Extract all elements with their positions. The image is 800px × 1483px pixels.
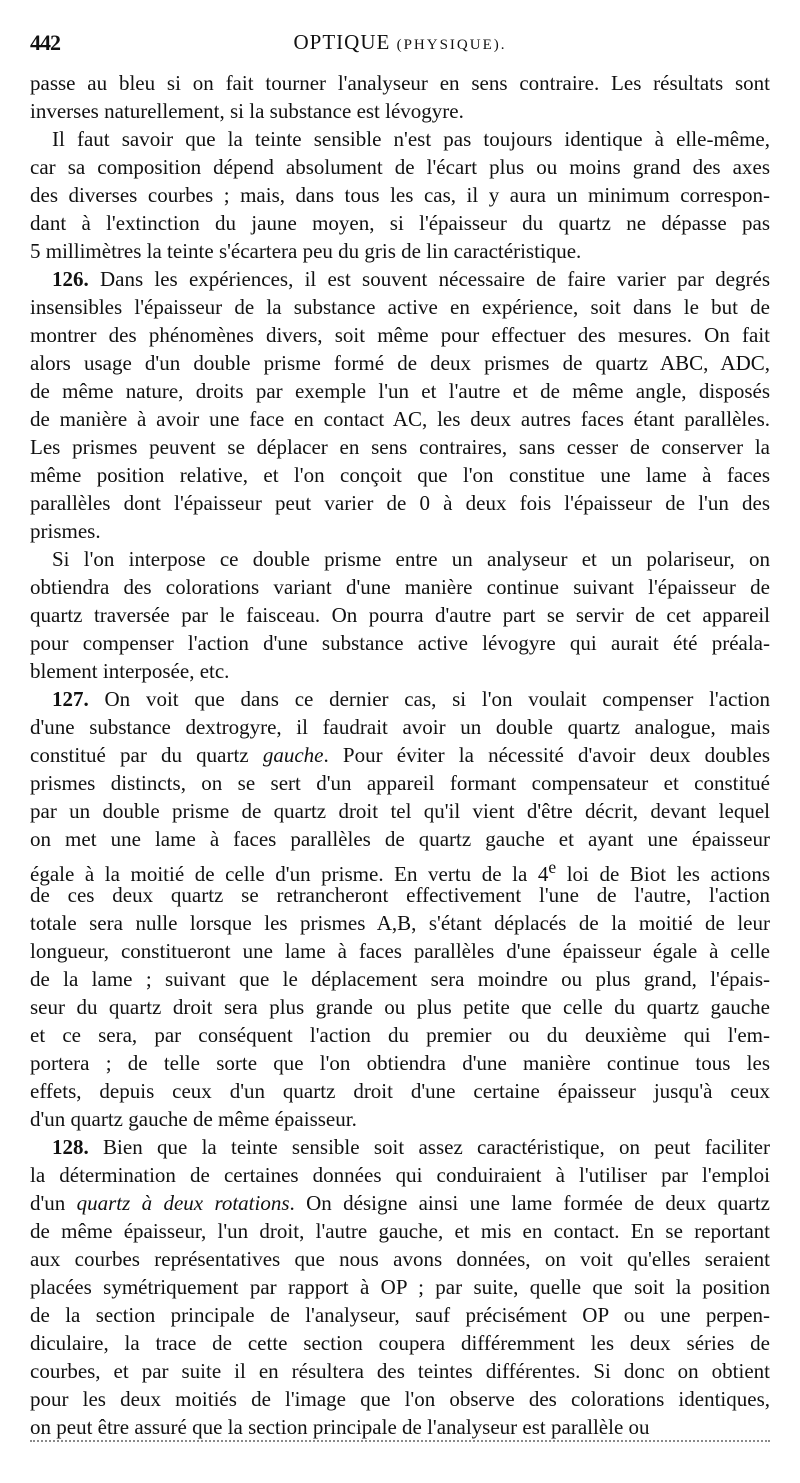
text-line: [30, 825, 770, 853]
line-text: de manière à avoir une face en contact AC, les deux autres faces étant parallèles.: [30, 407, 770, 431]
line-text-continued: . On désigne ainsi une lame formée de deux quartz: [289, 1191, 770, 1215]
text-line: [30, 1189, 770, 1217]
text-line: [30, 993, 770, 1021]
line-text: car sa composition dépend absolument de l'écart plus ou moins grand des axes: [30, 155, 770, 179]
line-text: Il faut savoir que la teinte sensible n'est pas toujours identique à elle-même,: [52, 127, 770, 151]
line-text: portera ; de telle sorte que l'on obtiendra d'une manière continue tous les: [30, 1051, 770, 1075]
page-header: [30, 30, 770, 60]
line-text: dant à l'extinction du jaune moyen, si l'épaisseur du quartz ne dépasse pas: [30, 211, 770, 235]
line-text: totale sera nulle lorsque les prismes A,B, s'étant déplacés de la moitié de leur: [30, 911, 770, 935]
line-text: aux courbes représentatives que nous avons données, on voit qu'elles seraient: [30, 1247, 770, 1271]
line-text: longueur, constitueront une lame à faces parallèles d'une épaisseur égale à celle: [30, 939, 770, 963]
text-line: [30, 1217, 770, 1245]
text-line: [30, 1357, 770, 1385]
text-line: [30, 741, 770, 769]
line-text: diculaire, la trace de cette section coupera différemment les deux séries de: [30, 1331, 770, 1355]
text-line: [30, 349, 770, 377]
line-text: la détermination de certaines données qui conduiraient à l'utiliser par l'emploi: [30, 1163, 770, 1187]
text-line: [30, 209, 770, 237]
line-text: seur du quartz droit sera plus grande ou plus petite que celle du quartz gauche: [30, 995, 770, 1019]
line-text: et ce sera, par conséquent l'action du premier ou du deuxième qui l'em-: [30, 1023, 770, 1047]
text-line: [30, 657, 770, 685]
line-text: des diverses courbes ; mais, dans tous les cas, il y aura un minimum correspon-: [30, 183, 770, 207]
line-text: on peut être assuré que la section principale de l'analyseur est parallèle ou: [30, 1415, 650, 1439]
section-number: 127.: [52, 687, 89, 711]
text-line: [30, 489, 770, 517]
text-line: [30, 1021, 770, 1049]
text-line: [30, 629, 770, 657]
line-text: inverses naturellement, si la substance est lévogyre.: [30, 99, 464, 123]
text-line: [30, 937, 770, 965]
line-text: courbes, et par suite il en résultera des teintes différentes. Si donc on obtient: [30, 1359, 770, 1383]
line-text: Si l'on interpose ce double prisme entre un analyseur et un polariseur, on: [52, 547, 770, 571]
text-line: [30, 881, 770, 909]
italic-term: quartz à deux rotations: [76, 1191, 290, 1215]
text-line: [30, 1077, 770, 1105]
line-text: montrer des phénomènes divers, soit même pour effectuer des mesures. On fait: [30, 323, 770, 347]
section-number: 128.: [52, 1135, 89, 1159]
text-line: [30, 321, 770, 349]
text-line: [30, 1245, 770, 1273]
text-line: [30, 377, 770, 405]
line-text-continued: loi de Biot les actions: [556, 862, 770, 886]
text-line: [30, 237, 770, 265]
text-line: [30, 797, 770, 825]
text-line: [30, 405, 770, 433]
text-line: [30, 517, 770, 545]
line-text: pour les deux moitiés de l'image que l'on observe des colorations identiques,: [30, 1387, 770, 1411]
text-line: [30, 69, 770, 97]
text-line: [30, 97, 770, 125]
line-text: Les prismes peuvent se déplacer en sens contraires, sans cesser de conserver la: [30, 435, 770, 459]
line-text-continued: . Pour éviter la nécessité d'avoir deux doubles: [323, 743, 770, 767]
text-line: [30, 769, 770, 797]
text-line: [30, 1385, 770, 1413]
italic-term: gauche: [262, 743, 324, 767]
running-title-sub: (PHYSIQUE).: [396, 37, 507, 53]
line-text: effets, depuis ceux d'un quartz droit d'une certaine épaisseur jusqu'à ceux: [30, 1079, 770, 1103]
ordinal-superscript: e: [548, 857, 557, 877]
line-text: 5 millimètres la teinte s'écartera peu du gris de lin caractéristique.: [30, 239, 582, 263]
text-line: [30, 601, 770, 629]
page-number: 442: [30, 30, 60, 55]
text-line: [30, 181, 770, 209]
line-text: prismes.: [30, 519, 101, 543]
paragraph-start-line: [30, 685, 770, 713]
line-text: on met une lame à faces parallèles de quartz gauche et ayant une épaisseur: [30, 827, 770, 851]
paragraph-start-line: [30, 1133, 770, 1161]
line-text: placées symétriquement par rapport à OP ; par suite, quelle que soit la position: [30, 1275, 770, 1299]
line-text: passe au bleu si on fait tourner l'analyseur en sens contraire. Les résultats sont: [30, 71, 770, 95]
line-text: obtiendra des colorations variant d'une manière continue suivant l'épaisseur de: [30, 575, 770, 599]
text-line: [30, 853, 770, 886]
line-text: de la section principale de l'analyseur, sauf précisément OP ou une perpen-: [30, 1303, 770, 1327]
text-line: [30, 965, 770, 993]
line-text: d'une substance dextrogyre, il faudrait avoir un double quartz analogue, mais: [30, 715, 770, 739]
text-line: [30, 1105, 770, 1133]
line-text: prismes distincts, on se sert d'un appareil formant compensateur et constitué: [30, 771, 770, 795]
body-text: [30, 69, 770, 1441]
text-line: [30, 1329, 770, 1357]
text-line: [30, 1049, 770, 1077]
line-text: même position relative, et l'on conçoit que l'on constitue une lame à faces: [30, 463, 770, 487]
footer-rule: [30, 1440, 770, 1442]
text-line: [30, 573, 770, 601]
text-line: [30, 713, 770, 741]
running-title: [30, 30, 770, 55]
text-line: [30, 1161, 770, 1189]
text-line: [30, 1301, 770, 1329]
text-line: [30, 293, 770, 321]
text-line: [30, 1273, 770, 1301]
section-number: 126.: [52, 267, 89, 291]
line-text: d'un quartz gauche de même épaisseur.: [30, 1107, 357, 1131]
line-text: insensibles l'épaisseur de la substance active en expérience, soit dans le but de: [30, 295, 770, 319]
line-text: d'un: [30, 1191, 77, 1215]
line-text: de même nature, droits par exemple l'un et l'autre et de même angle, disposés: [30, 379, 770, 403]
line-text: constitué par du quartz: [30, 743, 263, 767]
line-text: On voit que dans ce dernier cas, si l'on voulait compenser l'action: [104, 687, 770, 711]
line-text: de même épaisseur, l'un droit, l'autre gauche, et mis en contact. En se reportant: [30, 1219, 770, 1243]
text-line: [30, 461, 770, 489]
line-text: égale à la moitié de celle d'un prisme. En vertu de la 4: [30, 862, 549, 886]
running-title-main: OPTIQUE: [293, 30, 391, 54]
line-text: par un double prisme de quartz droit tel qu'il vient d'être décrit, devant lequel: [30, 799, 770, 823]
line-text: de la lame ; suivant que le déplacement sera moindre ou plus grand, l'épais-: [30, 967, 770, 991]
text-line: [30, 545, 770, 573]
line-text: alors usage d'un double prisme formé de deux prismes de quartz ABC, ADC,: [30, 351, 770, 375]
line-text: Bien que la teinte sensible soit assez caractéristique, on peut faciliter: [103, 1135, 771, 1159]
paragraph-start-line: [30, 265, 770, 293]
text-line: [30, 909, 770, 937]
line-text: de ces deux quartz se retrancheront effectivement l'une de l'autre, l'action: [30, 883, 770, 907]
text-line: [30, 433, 770, 461]
line-text: parallèles dont l'épaisseur peut varier de 0 à deux fois l'épaisseur de l'un des: [30, 491, 770, 515]
text-line: [30, 153, 770, 181]
line-text: blement interposée, etc.: [30, 659, 230, 683]
line-text: quartz traversée par le faisceau. On pourra d'autre part se servir de cet appareil: [30, 603, 770, 627]
line-text: pour compenser l'action d'une substance active lévogyre qui aurait été préala-: [30, 631, 770, 655]
text-line: [30, 125, 770, 153]
text-line: [30, 1413, 770, 1441]
line-text: Dans les expériences, il est souvent nécessaire de faire varier par degrés: [100, 267, 771, 291]
